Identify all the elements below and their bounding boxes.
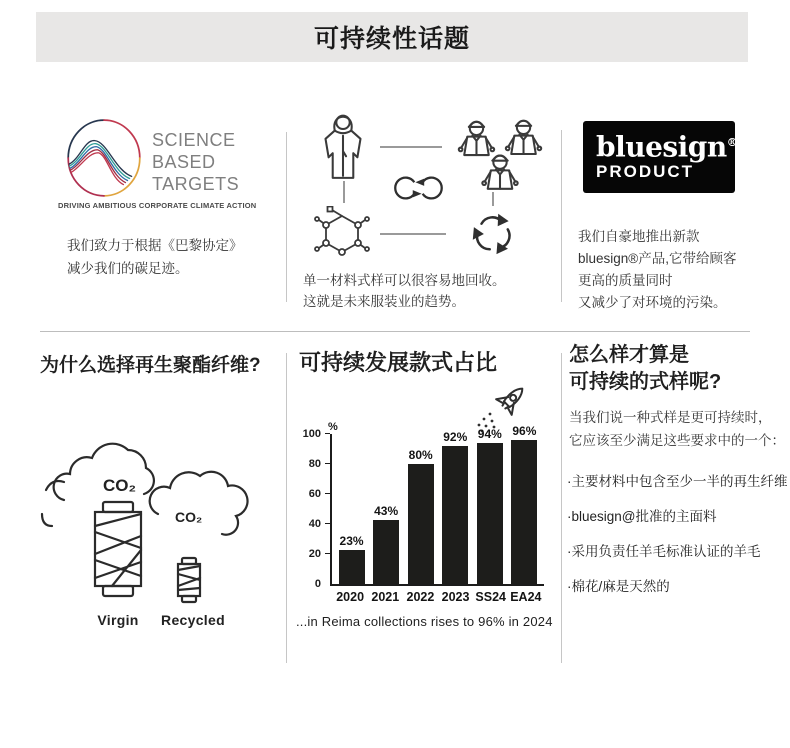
recycle-caption-line1: 单一材料式样可以很容易地回收。 xyxy=(303,273,506,288)
chart-bar xyxy=(477,443,503,584)
co2-small-label: CO₂ xyxy=(175,509,203,525)
sustainable-style-heading-line2: 可持续的式样呢? xyxy=(569,371,722,393)
chart-bar xyxy=(511,440,537,584)
section-title: 可持续性话题 xyxy=(313,25,470,53)
sustainable-style-intro xyxy=(569,406,785,452)
chart-bar-group xyxy=(406,448,436,584)
chart-caption: ...in Reima collections rises to 96% in 2024 xyxy=(296,614,553,629)
connector-jacket-kids xyxy=(380,146,442,148)
chart-y-tick-label: 0 xyxy=(314,578,321,590)
connector-jacket-molecule xyxy=(343,181,345,203)
chart-y-tick-label: 60 xyxy=(308,488,321,500)
bluesign-paragraph xyxy=(578,226,737,314)
divider-top-left xyxy=(286,132,287,302)
chart-y-tick-label: 100 xyxy=(302,428,321,440)
bluesign-paragraph-line3: 更高的质量同时 xyxy=(578,273,673,288)
divider-top-right xyxy=(561,130,562,302)
infinity-loop-icon xyxy=(393,174,445,202)
kids-icon xyxy=(455,114,545,192)
sbt-word-line1: SCIENCE xyxy=(152,130,236,150)
chart-bar xyxy=(408,464,434,584)
connector-kids-recycle xyxy=(492,192,494,206)
sbt-word-line2: BASED xyxy=(152,152,216,172)
sustainable-style-intro-line1: 当我们说一种式样是更可持续时， xyxy=(569,410,772,425)
chart-y-axis-label: % xyxy=(328,421,338,433)
chart-y-tick-label: 20 xyxy=(308,548,321,560)
recycling-arrows-icon xyxy=(469,207,517,256)
chart-x-tick-label: 2023 xyxy=(441,590,470,604)
connector-molecule-recycle xyxy=(380,233,446,235)
sustainable-style-bullets xyxy=(567,470,788,610)
chart-y-tick-label: 40 xyxy=(308,518,321,530)
chart-x-tick-label: 2021 xyxy=(371,590,400,604)
bullet-rws-wool: ·采用负责任羊毛标准认证的羊毛 xyxy=(567,544,761,559)
divider-bottom-right xyxy=(561,353,562,663)
chart-bar-value-label: 43% xyxy=(374,503,399,518)
bullet-cotton-linen: ·棉花/麻是天然的 xyxy=(567,579,670,594)
chart-bar-group xyxy=(509,424,539,584)
chart-bar-value-label: 92% xyxy=(443,430,468,444)
bluesign-paragraph-line2: bluesign®产品,它带给顾客 xyxy=(578,251,737,266)
divider-bottom-left xyxy=(286,353,287,663)
divider-horizontal xyxy=(40,331,750,332)
bluesign-logo xyxy=(583,121,738,193)
chart-x-tick-label: SS24 xyxy=(475,590,506,604)
co2-clouds-spools-illustration xyxy=(40,428,270,628)
recycled-label: Recycled xyxy=(161,612,225,628)
sbt-paragraph xyxy=(67,234,243,280)
recycle-diagram-caption xyxy=(303,270,506,312)
chart-bar-value-label: 80% xyxy=(408,448,433,462)
chart-x-tick-label: EA24 xyxy=(510,590,542,604)
chart-bar xyxy=(339,550,365,585)
chart-bar-value-label: 96% xyxy=(512,424,537,438)
jacket-icon xyxy=(320,110,366,182)
chart-plot xyxy=(330,424,544,586)
sbt-tagline: DRIVING AMBITIOUS CORPORATE CLIMATE ACTION xyxy=(58,201,257,210)
chart-x-tick-label: 2022 xyxy=(406,590,435,604)
bullet-recycled-fiber: ·主要材料中包含至少一半的再生纤维 xyxy=(567,474,788,489)
bluesign-paragraph-line1: 我们自豪地推出新款 xyxy=(578,229,700,244)
chart-bar-group xyxy=(440,430,470,584)
chart-bar-value-label: 94% xyxy=(477,427,502,441)
bluesign-paragraph-line4: 又减少了对环境的污染。 xyxy=(578,295,727,310)
sbt-paragraph-line2: 减少我们的碳足迹。 xyxy=(67,261,189,276)
molecule-icon xyxy=(314,206,370,258)
bluesign-logo-word: bluesign® xyxy=(596,130,738,164)
recycle-caption-line2: 这就是未来服装业的趋势。 xyxy=(303,294,465,309)
bullet-bluesign-fabric: ·bluesign@批准的主面料 xyxy=(567,509,717,524)
chart-x-labels xyxy=(332,590,544,604)
chart-bar xyxy=(373,520,399,585)
chart-heading: 可持续发展款式占比 xyxy=(299,350,498,375)
chart-bar xyxy=(442,446,468,584)
chart-bar-value-label: 23% xyxy=(339,533,364,548)
sbt-word-line3: TARGETS xyxy=(152,174,240,194)
chart-bar-group xyxy=(371,504,401,585)
chart-y-axis xyxy=(296,428,330,590)
chart-y-tick-label: 80 xyxy=(308,458,321,470)
chart-bar-group xyxy=(475,427,505,584)
bar-chart xyxy=(296,421,553,629)
virgin-label: Virgin xyxy=(97,612,139,628)
science-based-targets-logo-icon xyxy=(62,113,146,203)
recycled-polyester-heading: 为什么选择再生聚酯纤维? xyxy=(40,355,261,376)
sbt-wordmark xyxy=(152,129,239,195)
sustainable-style-heading-line1: 怎么样才算是 xyxy=(569,344,689,366)
section-title-bar xyxy=(36,12,748,62)
sbt-paragraph-line1: 我们致力于根据《巴黎协定》 xyxy=(67,238,243,253)
chart-bar-group xyxy=(337,534,367,585)
chart-x-tick-label: 2020 xyxy=(336,590,365,604)
sustainable-style-heading xyxy=(569,342,721,396)
sustainable-style-intro-line2: 它应该至少满足这些要求中的一个： xyxy=(569,433,785,448)
bluesign-logo-product: PRODUCT xyxy=(596,162,695,182)
co2-large-label: CO₂ xyxy=(103,476,137,495)
